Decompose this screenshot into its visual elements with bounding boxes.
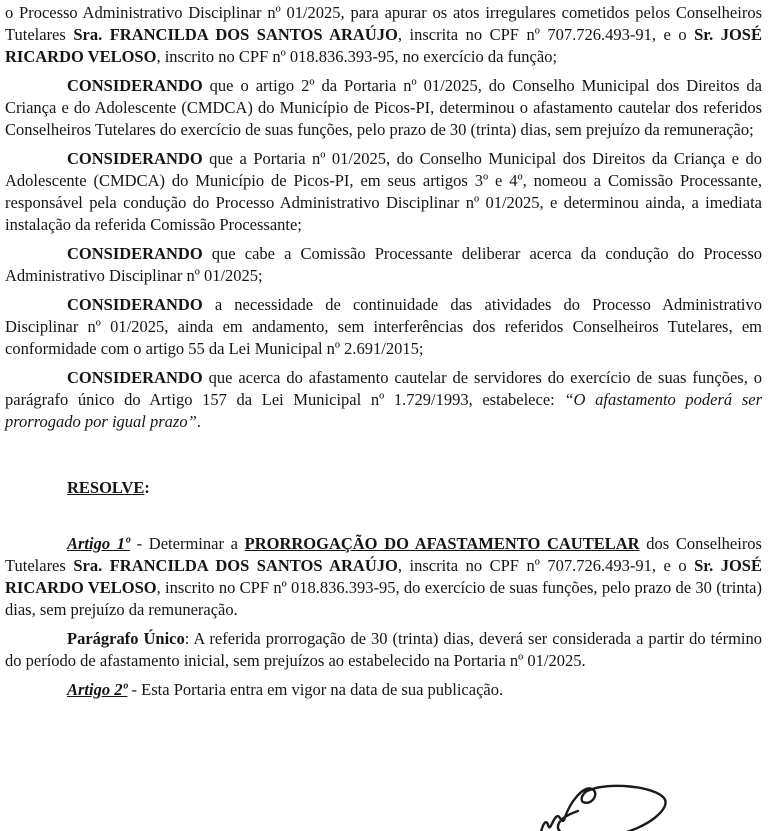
text-segment: , inscrito no CPF nº 018.836.393-95, no exercício da função; <box>156 47 558 66</box>
text-segment: que acerca do afastamento cautelar de servidores do exercício de suas funções, o parágrafo único do Artigo 157 da Lei Municipal nº 1.729/1993, estabelece: <box>5 368 762 409</box>
text-segment: Artigo 1º <box>67 534 130 553</box>
text-segment: Parágrafo Único <box>67 629 185 648</box>
text-segment: CONSIDERANDO <box>67 244 203 263</box>
text-segment: , inscrito no CPF nº 018.836.393-95, do exercício de suas funções, pelo prazo de 30 (trinta) dias, sem prejuízo da remuneração. <box>5 578 763 619</box>
text-segment: a necessidade de continuidade das atividades do Processo Administrativo Disciplinar nº 01/2025, ainda em andamento, sem interferências dos referidos Conselheiros Tutelares, em conformidade com o artigo 55 da Lei Municipal nº 2.691/2015; <box>5 295 762 358</box>
document-body <box>5 2 762 701</box>
text-segment: Sra. FRANCILDA DOS SANTOS ARAÚJO <box>73 556 398 575</box>
text-segment: o Processo Administrativo Disciplinar nº 01/2025, para apurar os atos irregulares cometidos pelos Conselheiros Tutelares <box>5 3 762 44</box>
text-segment: . <box>196 412 201 431</box>
paragraph-considerando-2 <box>5 148 762 236</box>
text-segment: Sr. JOSÉ RICARDO VELOSO <box>5 25 762 66</box>
signature-icon <box>528 779 688 831</box>
paragraph-artigo-2 <box>5 679 762 701</box>
text-segment: Sra. FRANCILDA DOS SANTOS ARAÚJO <box>73 25 398 44</box>
text-segment: Artigo 2º <box>67 680 128 699</box>
paragraph-preamble-continuation <box>5 2 762 68</box>
text-segment: RESOLVE <box>67 478 145 497</box>
text-segment: Sr. JOSÉ RICARDO VELOSO <box>5 556 762 597</box>
text-segment: CONSIDERANDO <box>67 368 203 387</box>
text-segment: “O afastamento poderá ser prorrogado por igual prazo” <box>5 390 762 431</box>
text-segment: CONSIDERANDO <box>67 295 203 314</box>
paragraph-resolve-heading <box>5 477 762 499</box>
handwritten-signature <box>528 779 688 831</box>
text-segment: - Esta Portaria entra em vigor na data de sua publicação. <box>127 680 504 699</box>
paragraph-considerando-3 <box>5 243 762 287</box>
text-segment: , inscrita no CPF nº 707.726.493-91, e o <box>397 556 695 575</box>
paragraph-considerando-4 <box>5 294 762 360</box>
text-segment: - Determinar a <box>129 534 245 553</box>
text-segment: : A referida prorrogação de 30 (trinta) dias, deverá ser considerada a partir do término do período de afastamento inicial, sem prejuízos ao estabelecido na Portaria nº 01/2025. <box>5 629 762 670</box>
paragraph-artigo-1 <box>5 533 762 621</box>
text-segment: PRORROGAÇÃO DO AFASTAMENTO CAUTELAR <box>244 534 640 553</box>
text-segment: : <box>144 478 150 497</box>
text-segment: que o artigo 2º da Portaria nº 01/2025, do Conselho Municipal dos Direitos da Criança e do Adolescente (CMDCA) do Município de Picos-PI, determinou o afastamento cautelar dos referidos Conselheiros Tutelares do exercício de suas funções, pelo prazo de 30 (trinta) dias, sem prejuízo da remuneração; <box>5 76 762 139</box>
text-segment: que cabe a Comissão Processante deliberar acerca da condução do Processo Administrativo Disciplinar nº 01/2025; <box>5 244 762 285</box>
text-segment: dos Conselheiros Tutelares <box>5 534 762 575</box>
text-segment: CONSIDERANDO <box>67 149 203 168</box>
text-segment: que a Portaria nº 01/2025, do Conselho Municipal dos Direitos da Criança e do Adolescente (CMDCA) do Município de Picos-PI, em seus artigos 3º e 4º, nomeou a Comissão Processante, responsável pela condução do Processo Administrativo Disciplinar nº 01/2025, e determinou ainda, a imediata instalação da referida Comissão Processante; <box>5 149 762 234</box>
paragraph-considerando-5 <box>5 367 762 433</box>
text-segment: , inscrita no CPF nº 707.726.493-91, e o <box>397 25 695 44</box>
paragraph-paragrafo-unico <box>5 628 762 672</box>
paragraph-considerando-1 <box>5 75 762 141</box>
text-segment: CONSIDERANDO <box>67 76 203 95</box>
